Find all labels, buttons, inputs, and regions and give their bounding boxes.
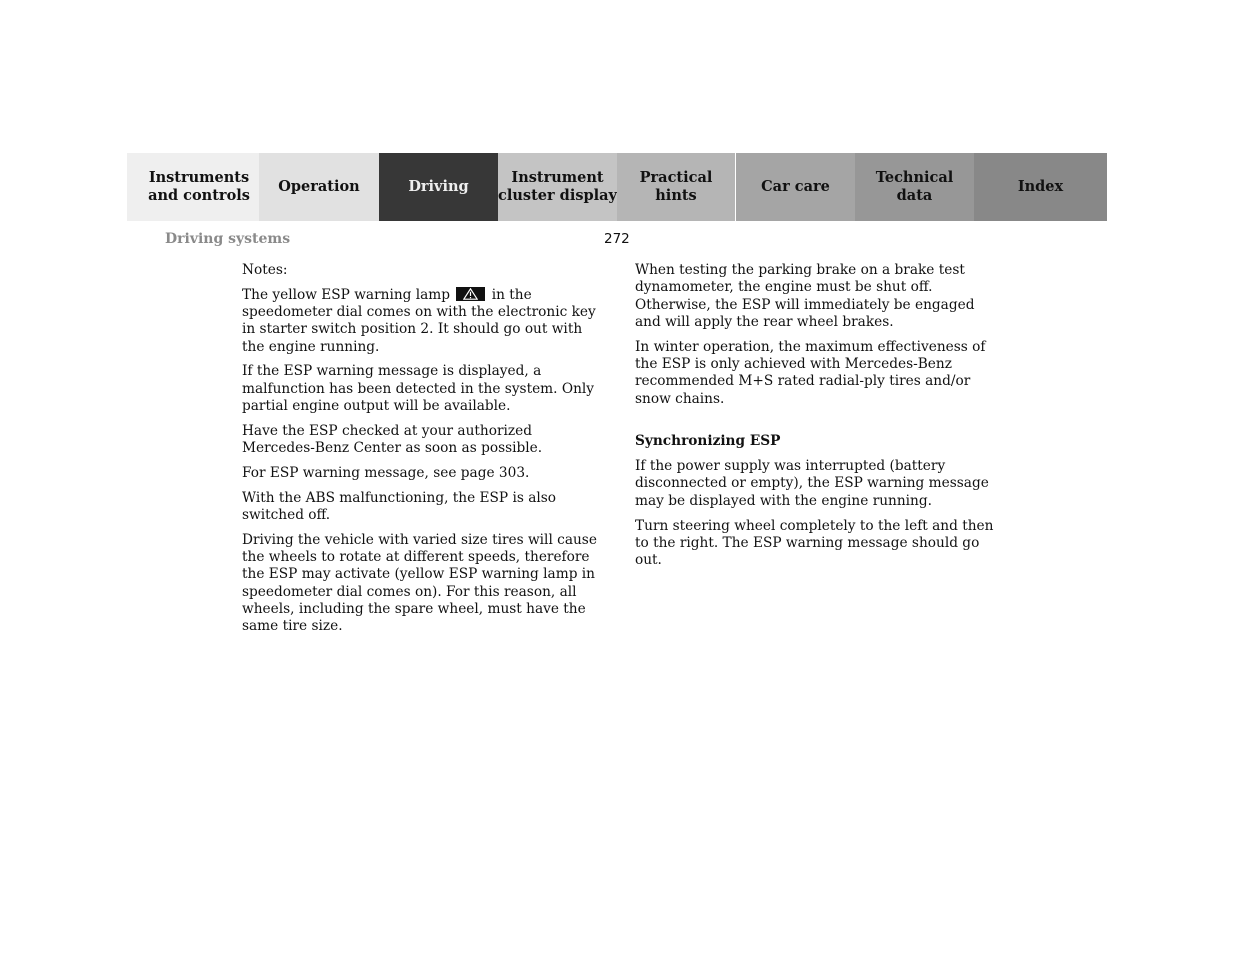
paragraph-power-supply: If the power supply was interrupted (battery disconnected or empty), the ESP warning message may be displayed with the engine running. bbox=[635, 458, 989, 509]
right-column bbox=[635, 262, 997, 577]
tab-operation[interactable] bbox=[259, 153, 379, 221]
paragraph-check-esp: Have the ESP checked at your authorized Mercedes-Benz Center as soon as possible. bbox=[242, 422, 543, 457]
tab-instruments-and-controls[interactable] bbox=[127, 153, 259, 221]
heading-synchronizing-esp: Synchronizing ESP bbox=[635, 432, 781, 449]
paragraph-esp-lamp bbox=[242, 287, 604, 356]
paragraph-page-reference: For ESP warning message, see page 303. bbox=[242, 464, 530, 481]
paragraph-malfunction: If the ESP warning message is displayed, a malfunction has been detected in the system. Only partial engine output will be available. bbox=[242, 363, 595, 415]
notes-label: Notes: bbox=[242, 262, 288, 278]
tab-label: Index bbox=[1017, 178, 1064, 195]
tab-practical-hints[interactable] bbox=[617, 153, 736, 221]
tab-driving[interactable] bbox=[379, 153, 498, 221]
paragraph-tire-size: Driving the vehicle with varied size tires will cause the wheels to rotate at different speeds, therefore the ESP may activate (yellow ESP warning lamp in speedometer dial comes on). For this reason, all wheels, including the spare wheel, must have the same tire size. bbox=[242, 531, 597, 635]
warning-triangle-icon bbox=[456, 287, 485, 301]
paragraph-steering-wheel: Turn steering wheel completely to the left and then to the right. The ESP warning message should go out. bbox=[635, 517, 994, 569]
tab-label: Driving bbox=[408, 178, 469, 195]
tab-label: Instrument cluster display bbox=[498, 169, 617, 204]
tab-instrument-cluster-display[interactable] bbox=[498, 153, 617, 221]
chapter-navigation bbox=[127, 153, 1108, 221]
paragraph-abs: With the ABS malfunctioning, the ESP is also switched off. bbox=[242, 489, 557, 524]
tab-index[interactable] bbox=[974, 153, 1107, 221]
paragraph-winter-operation: In winter operation, the maximum effectiveness of the ESP is only achieved with Mercedes-Benz recommended M+S rated radial-ply tires and/or snow chains. bbox=[635, 338, 986, 407]
page-number: 272 bbox=[604, 231, 630, 247]
left-column bbox=[242, 262, 604, 643]
tab-label: Car care bbox=[761, 178, 830, 195]
paragraph-text: The yellow ESP warning lamp bbox=[242, 286, 451, 303]
tab-label: Practical hints bbox=[639, 169, 713, 204]
paragraph-text: in the speedometer dial comes on with the electronic key in starter switch position 2. It should go out with the engine running. bbox=[242, 286, 596, 355]
tab-label: Technical data bbox=[875, 169, 954, 204]
paragraph-brake-test: When testing the parking brake on a brake test dynamometer, the engine must be shut off. Otherwise, the ESP will immediately be engaged and will apply the rear wheel brakes. bbox=[635, 262, 975, 330]
tab-label: Operation bbox=[278, 178, 360, 195]
tab-car-care[interactable] bbox=[736, 153, 855, 221]
tab-label: Instruments and controls bbox=[148, 169, 250, 204]
tab-technical-data[interactable] bbox=[855, 153, 974, 221]
section-title: Driving systems bbox=[165, 231, 291, 247]
